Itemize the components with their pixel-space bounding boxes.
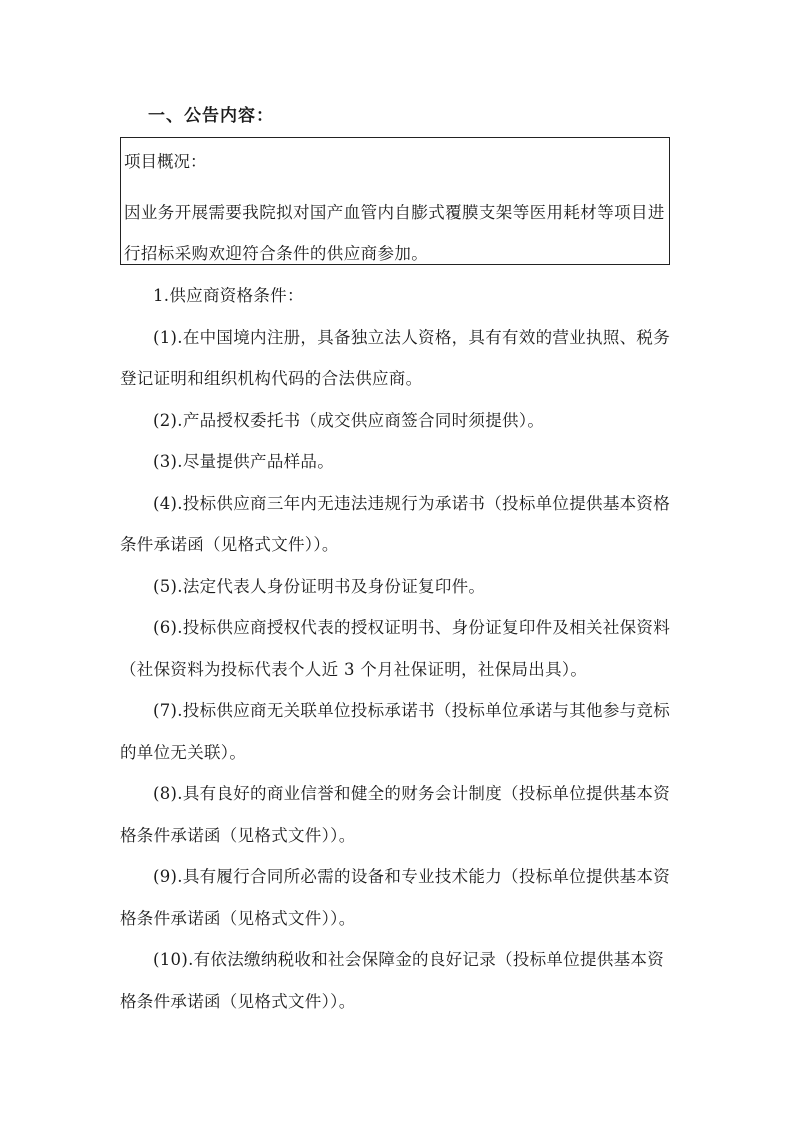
overview-label: 项目概况： — [124, 152, 207, 171]
qualification-item-3: (3).尽量提供产品样品。 — [153, 452, 335, 471]
qualification-item-2: (2).产品授权委托书（成交供应商签合同时须提供）。 — [153, 410, 545, 430]
qualification-item-6: (6).投标供应商授权代表的授权证明书、身份证复印件及相关社保资料（社保资料为投标代表个人近 3 个月社保证明，社保局出具）。 — [120, 618, 671, 679]
qualification-item-4: (4).投标供应商三年内无违法违规行为承诺书（投标单位提供基本资格条件承诺函（见格式文件））。 — [120, 493, 671, 554]
qualifications-title: 1.供应商资格条件： — [153, 286, 304, 305]
qualification-item-5: (5).法定代表人身份证明书及身份证复印件。 — [153, 576, 486, 596]
project-overview-box — [120, 137, 670, 265]
qualification-item-10: (10).有依法缴纳税收和社会保障金的良好记录（投标单位提供基本资格条件承诺函（见格式文件））。 — [120, 950, 665, 1011]
qualifications-section — [120, 275, 672, 1022]
qualification-item-8: (8).具有良好的商业信誉和健全的财务会计制度（投标单位提供基本资格条件承诺函（见格式文件））。 — [120, 784, 671, 845]
section-heading: 一、公告内容： — [148, 106, 274, 126]
overview-text: 因业务开展需要我院拟对国产血管内自膨式覆膜支架等医用耗材等项目进行招标采购欢迎符合条件的供应商参加。 — [124, 203, 665, 263]
qualification-item-9: (9).具有履行合同所必需的设备和专业技术能力（投标单位提供基本资格条件承诺函（见格式文件））。 — [120, 867, 671, 928]
qualification-item-1: (1).在中国境内注册，具备独立法人资格，具有有效的营业执照、税务登记证明和组织机构代码的合法供应商。 — [120, 327, 671, 388]
qualification-item-7: (7).投标供应商无关联单位投标承诺书（投标单位承诺与其他参与竞标的单位无关联）。 — [120, 701, 671, 762]
